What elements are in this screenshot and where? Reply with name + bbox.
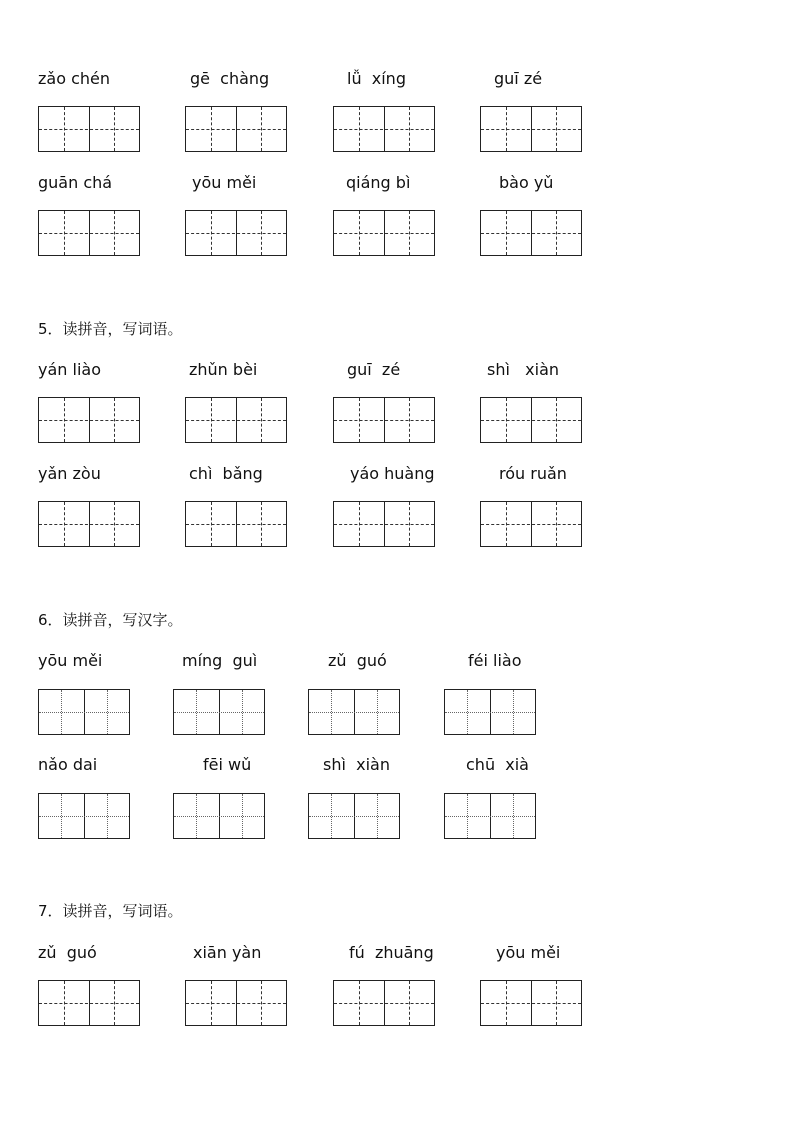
pinyin-label: gē chàng: [190, 69, 270, 88]
writing-grid[interactable]: [185, 980, 287, 1026]
writing-grid[interactable]: [480, 397, 582, 443]
writing-grid[interactable]: [480, 980, 582, 1026]
pinyin-label: chū xià: [466, 755, 529, 774]
pinyin-label: yōu měi: [496, 943, 561, 962]
writing-grid[interactable]: [38, 980, 140, 1026]
writing-grid[interactable]: [38, 106, 140, 152]
writing-grid[interactable]: [480, 501, 582, 547]
question-heading: 7．读拼音，写词语。: [38, 902, 183, 920]
writing-grid[interactable]: [308, 689, 400, 735]
pinyin-label: shì xiàn: [487, 360, 560, 379]
writing-grid[interactable]: [333, 980, 435, 1026]
writing-grid[interactable]: [333, 397, 435, 443]
pinyin-label: bào yǔ: [499, 173, 554, 192]
pinyin-label: yōu měi: [192, 173, 257, 192]
pinyin-label: nǎo dai: [38, 755, 98, 774]
writing-grid[interactable]: [173, 793, 265, 839]
pinyin-label: qiáng bì: [346, 173, 411, 192]
writing-grid[interactable]: [185, 501, 287, 547]
pinyin-label: zhǔn bèi: [189, 360, 258, 379]
pinyin-label: guī zé: [347, 360, 401, 379]
pinyin-label: míng guì: [182, 651, 258, 670]
writing-grid[interactable]: [333, 106, 435, 152]
pinyin-label: lǚ xíng: [347, 69, 406, 88]
writing-grid[interactable]: [38, 501, 140, 547]
pinyin-label: yǎn zòu: [38, 464, 101, 483]
question-heading: 6．读拼音，写汉字。: [38, 611, 183, 629]
pinyin-label: zǎo chén: [38, 69, 110, 88]
writing-grid[interactable]: [38, 210, 140, 256]
question-heading: 5．读拼音，写词语。: [38, 320, 183, 338]
pinyin-label: róu ruǎn: [499, 464, 567, 483]
pinyin-label: yáo huàng: [350, 464, 435, 483]
writing-grid[interactable]: [333, 210, 435, 256]
writing-grid[interactable]: [173, 689, 265, 735]
writing-grid[interactable]: [185, 210, 287, 256]
writing-grid[interactable]: [444, 689, 536, 735]
pinyin-label: féi liào: [468, 651, 522, 670]
writing-grid[interactable]: [38, 397, 140, 443]
pinyin-label: guī zé: [494, 69, 543, 88]
writing-grid[interactable]: [480, 210, 582, 256]
writing-grid[interactable]: [185, 397, 287, 443]
writing-grid[interactable]: [38, 793, 130, 839]
pinyin-label: shì xiàn: [323, 755, 390, 774]
pinyin-label: yōu měi: [38, 651, 103, 670]
pinyin-label: zǔ guó: [38, 943, 97, 962]
pinyin-label: chì bǎng: [189, 464, 263, 483]
writing-grid[interactable]: [444, 793, 536, 839]
writing-grid[interactable]: [185, 106, 287, 152]
pinyin-label: xiān yàn: [193, 943, 262, 962]
pinyin-label: yán liào: [38, 360, 101, 379]
writing-grid[interactable]: [308, 793, 400, 839]
pinyin-label: zǔ guó: [328, 651, 387, 670]
writing-grid[interactable]: [38, 689, 130, 735]
writing-grid[interactable]: [480, 106, 582, 152]
pinyin-label: fēi wǔ: [203, 755, 252, 774]
pinyin-label: guān chá: [38, 173, 113, 192]
pinyin-label: fú zhuāng: [349, 943, 434, 962]
writing-grid[interactable]: [333, 501, 435, 547]
